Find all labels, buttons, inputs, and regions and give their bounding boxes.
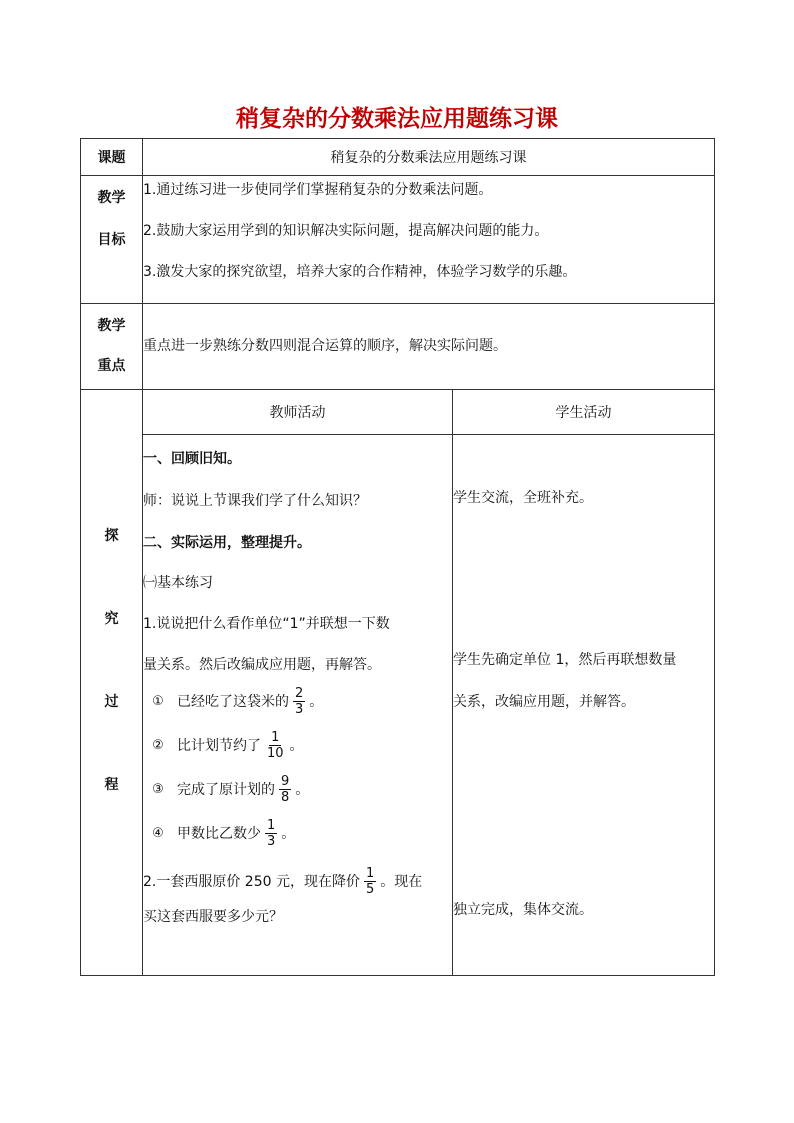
- process-label-char: 探: [104, 528, 119, 544]
- basic-practice-heading: ㈠基本练习: [143, 575, 213, 591]
- fraction-numerator: 1: [365, 865, 375, 881]
- teacher-activity-content: [143, 435, 453, 976]
- page-title: 稍复杂的分数乘法应用题练习课: [236, 105, 558, 132]
- fraction-numerator: 9: [281, 773, 290, 789]
- objectives-row: [81, 176, 715, 304]
- subject-row: [81, 139, 715, 176]
- item-end: 。: [295, 782, 310, 798]
- exercise2-text: 2.一套西服原价 250 元，现在降价: [143, 874, 360, 890]
- item-end: 。: [281, 826, 296, 842]
- process-header-row: [81, 390, 715, 435]
- fraction: [279, 774, 291, 805]
- fraction-denominator: 8: [281, 789, 290, 805]
- exercise2-line1: [143, 861, 452, 901]
- exercise1-line1: 1.说说把什么看作单位“1”并联想一下数: [143, 616, 390, 632]
- subject-label: 课题: [81, 139, 143, 176]
- student-activity-1: 学生交流，全班补充。: [453, 490, 593, 506]
- item-marker: ①: [152, 693, 164, 709]
- item-text: 已经吃了这袋米的: [177, 694, 289, 710]
- process-label-char: 程: [104, 777, 119, 793]
- teacher-activity-header: 教师活动: [143, 390, 453, 435]
- exercise1-line2: 量关系。然后改编成应用题，再解答。: [143, 657, 381, 673]
- process-label: [81, 390, 143, 976]
- student-activity-content: [453, 435, 715, 976]
- objective-item: 1.通过练习进一步使同学们掌握稍复杂的分数乘法问题。: [143, 182, 493, 198]
- fraction-numerator: 1: [271, 729, 280, 745]
- item-marker: ③: [152, 781, 164, 797]
- item-text: 比计划节约了: [177, 738, 261, 754]
- key-points-label-line2: 重点: [97, 358, 126, 374]
- fraction-denominator: 5: [365, 881, 375, 897]
- key-points-label-line1: 教学: [97, 318, 126, 334]
- objectives-label-line1: 教学: [97, 190, 126, 206]
- fraction-denominator: 3: [295, 701, 304, 717]
- process-content-row: [81, 435, 715, 976]
- process-label-char: 过: [104, 694, 119, 710]
- key-points-value: 重点进一步熟练分数四则混合运算的顺序，解决实际问题。: [143, 338, 507, 354]
- item-text: 完成了原计划的: [177, 782, 275, 798]
- item-end: 。: [309, 694, 324, 710]
- key-points-row: [81, 304, 715, 390]
- subject-value: 稍复杂的分数乘法应用题练习课: [143, 139, 715, 176]
- student-activity-2-line2: 关系，改编应用题，并解答。: [453, 694, 635, 710]
- key-points-label: [81, 304, 143, 390]
- fraction-denominator: 10: [267, 745, 284, 761]
- fraction-denominator: 3: [267, 833, 276, 849]
- student-activity-header: 学生活动: [453, 390, 715, 435]
- exercise-item: [143, 813, 452, 853]
- objective-item: 2.鼓励大家运用学到的知识解决实际问题，提高解决问题的能力。: [143, 223, 549, 239]
- exercise-item: [143, 769, 452, 809]
- item-text: 甲数比乙数少: [177, 826, 261, 842]
- process-label-char: 究: [104, 611, 119, 627]
- fraction: [265, 730, 286, 761]
- exercise2-line2: 买这套西服要多少元？: [143, 909, 283, 925]
- student-activity-2-line1: 学生先确定单位 1，然后再联想数量: [453, 652, 677, 668]
- section-apply-heading: 二、实际运用，整理提升。: [143, 535, 311, 551]
- fraction-numerator: 2: [295, 685, 304, 701]
- fraction: [364, 866, 376, 897]
- item-marker: ④: [152, 825, 164, 841]
- section-review-heading: 一、回顾旧知。: [143, 451, 241, 467]
- exercise-item: [143, 681, 452, 721]
- objectives-label-line2: 目标: [97, 232, 126, 248]
- lesson-plan-table: [80, 138, 715, 976]
- objectives-content: [143, 176, 715, 304]
- fraction-numerator: 1: [267, 817, 276, 833]
- objectives-label: [81, 176, 143, 304]
- student-activity-3: 独立完成，集体交流。: [453, 902, 593, 918]
- item-marker: ②: [152, 737, 164, 753]
- objective-item: 3.激发大家的探究欲望，培养大家的合作精神，体验学习数学的乐趣。: [143, 264, 577, 280]
- key-points-content: [143, 304, 715, 390]
- fraction: [265, 818, 277, 849]
- teacher-question: 师：说说上节课我们学了什么知识？: [143, 493, 367, 509]
- item-end: 。: [289, 738, 304, 754]
- exercise2-text-end: 。现在: [380, 874, 423, 890]
- fraction: [293, 686, 305, 717]
- exercise-item: [143, 725, 452, 765]
